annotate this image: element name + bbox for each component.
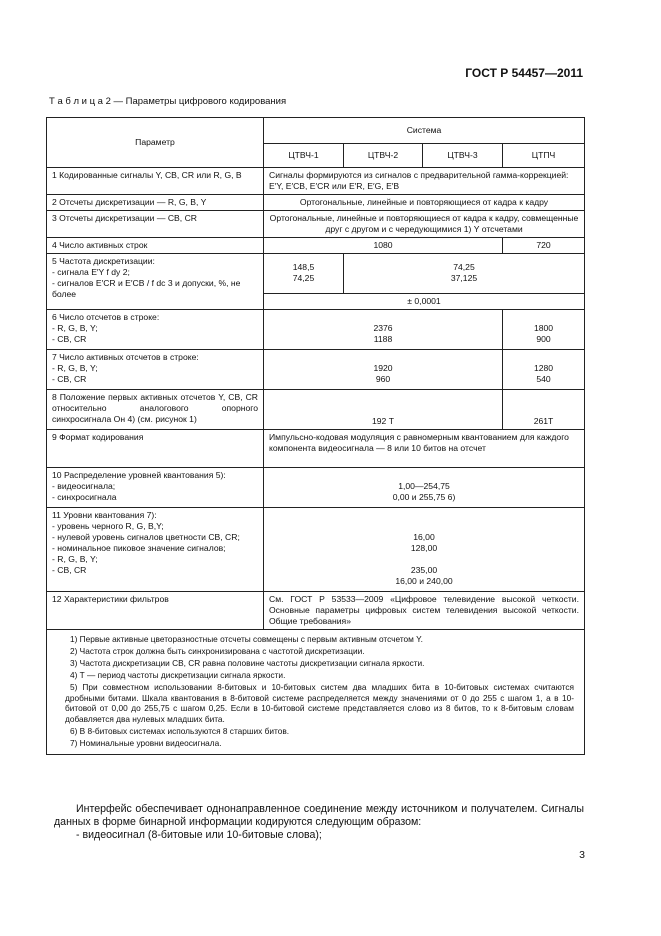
row-11-v-a: 16,00 [413, 532, 435, 542]
header-system-3: ЦТВЧ-3 [423, 144, 503, 168]
row-4-value-main: 1080 [264, 238, 503, 254]
row-10-value [264, 468, 585, 508]
body-paragraph: Интерфейс обеспечивает однонаправленное соединение между источником и получателем. Сигналы данных в форме бинарной информации кодируются следующим образом: [54, 803, 584, 828]
row-5-param-title: 5 Частота дискретизации: [52, 256, 155, 266]
row-5-value-system-1 [264, 254, 344, 294]
header-system-2: ЦТВЧ-2 [344, 144, 423, 168]
header-param: Параметр [47, 118, 264, 168]
row-10-param-b: - синхросигнала [52, 492, 117, 502]
row-11-param-e: - CB, CR [52, 565, 87, 575]
row-6-param-b: - CB, CR [52, 334, 87, 344]
row-9-param: 9 Формат кодирования [47, 430, 264, 468]
row-5-v2-a: 74,25 [453, 262, 475, 272]
row-1-value: Сигналы формируются из сигналов с предварительной гамма-коррекцией: E′Y, E′CB, E′CR или E′R, E′G, E′B [264, 168, 585, 195]
page-number: 3 [579, 849, 585, 861]
note-5: 5) При совместном использовании 8-битовых и 10-битовых систем два младших бита в 10-битовых системах считаются дробными битами. Шкала квантования в 8-битовой системе распределяется между значениями от 0 до 255 с шагом 1, а в 10-битовой от 0,00 до 255,75 с шагом 0,25. Если в 10-битовой системе представляется слово из 8 битов, то к 8-битовым словам добавляется два нулевых младших бита. [65, 682, 574, 724]
row-5-param-a: - сигнала E′Y f dy 2; [52, 267, 130, 277]
row-1-param: 1 Кодированные сигналы Y, CB, CR или R, G, B [47, 168, 264, 195]
row-9-value: Импульсно-кодовая модуляция с равномерным квантованием для каждого компонента видеосигнала — 8 или 10 битов на отсчет [264, 430, 585, 468]
row-5-v2-b: 37,125 [450, 273, 478, 283]
row-11-param-c: - номинальное пиковое значение сигналов; [52, 543, 226, 553]
row-8-value-tpch: 261Т [503, 390, 585, 430]
row-10-v-a: 1,00—254,75 [398, 481, 450, 491]
row-2-param: 2 Отсчеты дискретизации — R, G, B, Y [47, 195, 264, 211]
row-11-param-title: 11 Уровни квантования 7): [52, 510, 157, 520]
row-10-param [47, 468, 264, 508]
coding-parameters-table [46, 117, 585, 755]
row-8-param: 8 Положение первых активных отсчетов Y, CB, CR относительно аналогового опорного синхросигнала Он 4) (см. рисунок 1) [47, 390, 264, 430]
row-4-value-tpch: 720 [503, 238, 585, 254]
row-7-value-main [264, 350, 503, 390]
row-5-v1-a: 148,5 [292, 262, 315, 272]
row-7-main-b: 960 [375, 374, 391, 384]
row-7-tpch-b: 540 [536, 374, 551, 384]
row-12-param: 12 Характеристики фильтров [47, 592, 264, 630]
row-7-value-tpch [503, 350, 585, 390]
table-caption: Т а б л и ц а 2 — Параметры цифрового кодирования [49, 96, 287, 107]
row-10-param-a: - видеосигнала; [52, 481, 116, 491]
row-11-v-b: 128,00 [410, 543, 438, 553]
row-3-param: 3 Отсчеты дискретизации — CB, CR [47, 211, 264, 238]
row-6-value-tpch [503, 310, 585, 350]
row-11-param [47, 508, 264, 592]
row-11-v-e: 16,00 и 240,00 [395, 576, 453, 586]
row-5-value-others [344, 254, 585, 294]
header-system-1: ЦТВЧ-1 [264, 144, 344, 168]
row-5-tolerance: ± 0,0001 [264, 294, 585, 310]
note-7: 7) Номинальные уровни видеосигнала. [70, 737, 222, 748]
table-notes [47, 630, 585, 755]
body-list-item: - видеосигнал (8-битовые или 10-битовые слова); [76, 829, 322, 841]
row-12-value: См. ГОСТ Р 53533—2009 «Цифровое телевидение высокой четкости. Основные параметры цифровых систем телевидения высокой четкости. Общие требования» [264, 592, 585, 630]
row-11-param-b: - нулевой уровень сигналов цветности CB, CR; [52, 532, 240, 542]
row-6-param-a: - R, G, B, Y; [52, 323, 98, 333]
row-6-main-b: 1188 [373, 334, 393, 344]
note-3: 3) Частота дискретизации CB, CR равна половине частоты дискретизации сигнала яркости. [70, 658, 425, 668]
row-2-value: Ортогональные, линейные и повторяющиеся от кадра к кадру [264, 195, 585, 211]
row-3-value: Ортогональные, линейные и повторяющиеся от кадра к кадру, совмещенные друг с другом и с чередующимися 1) Y отсчетами [264, 211, 585, 238]
row-6-tpch-a: 1800 [533, 323, 554, 333]
note-6: 6) В 8-битовых системах используются 8 старших битов. [70, 725, 290, 736]
row-5-param [47, 254, 264, 310]
row-7-tpch-a: 1280 [533, 363, 554, 373]
row-5-param-b: - сигналов E′CR и E′CB / f dc 3 и допуски, %, не более [52, 278, 241, 299]
row-7-main-a: 1920 [373, 363, 393, 373]
row-7-param-b: - CB, CR [52, 374, 87, 384]
row-8-value-main: 192 Т [264, 390, 503, 430]
row-7-param [47, 350, 264, 390]
note-2: 2) Частота строк должна быть синхронизирована с частотой дискретизации. [70, 646, 365, 656]
row-6-param [47, 310, 264, 350]
row-11-param-d: - R, G, B, Y; [52, 554, 98, 564]
row-11-value [264, 508, 585, 592]
header-system-4: ЦТПЧ [503, 144, 585, 168]
row-6-param-title: 6 Число отсчетов в строке: [52, 312, 160, 322]
row-7-param-title: 7 Число активных отсчетов в строке: [52, 352, 199, 362]
row-6-value-main [264, 310, 503, 350]
row-10-param-title: 10 Распределение уровней квантования 5): [52, 470, 226, 480]
row-6-main-a: 2376 [373, 323, 393, 333]
row-5-v1-b: 74,25 [292, 273, 315, 283]
body-text [54, 803, 584, 842]
row-11-param-a: - уровень черного R, G, B,Y; [52, 521, 164, 531]
row-11-v-d: 235,00 [410, 565, 438, 575]
row-7-param-a: - R, G, B, Y; [52, 363, 98, 373]
row-6-tpch-b: 900 [536, 334, 551, 344]
row-10-v-b: 0,00 и 255,75 6) [392, 492, 456, 502]
row-4-param: 4 Число активных строк [47, 238, 264, 254]
document-code: ГОСТ Р 54457—2011 [465, 66, 583, 80]
note-4: 4) Т — период частоты дискретизации сигнала яркости. [70, 670, 286, 680]
header-system: Система [264, 118, 585, 144]
note-1: 1) Первые активные цветоразностные отсчеты совмещены с первым активным отсчетом Y. [70, 634, 423, 644]
